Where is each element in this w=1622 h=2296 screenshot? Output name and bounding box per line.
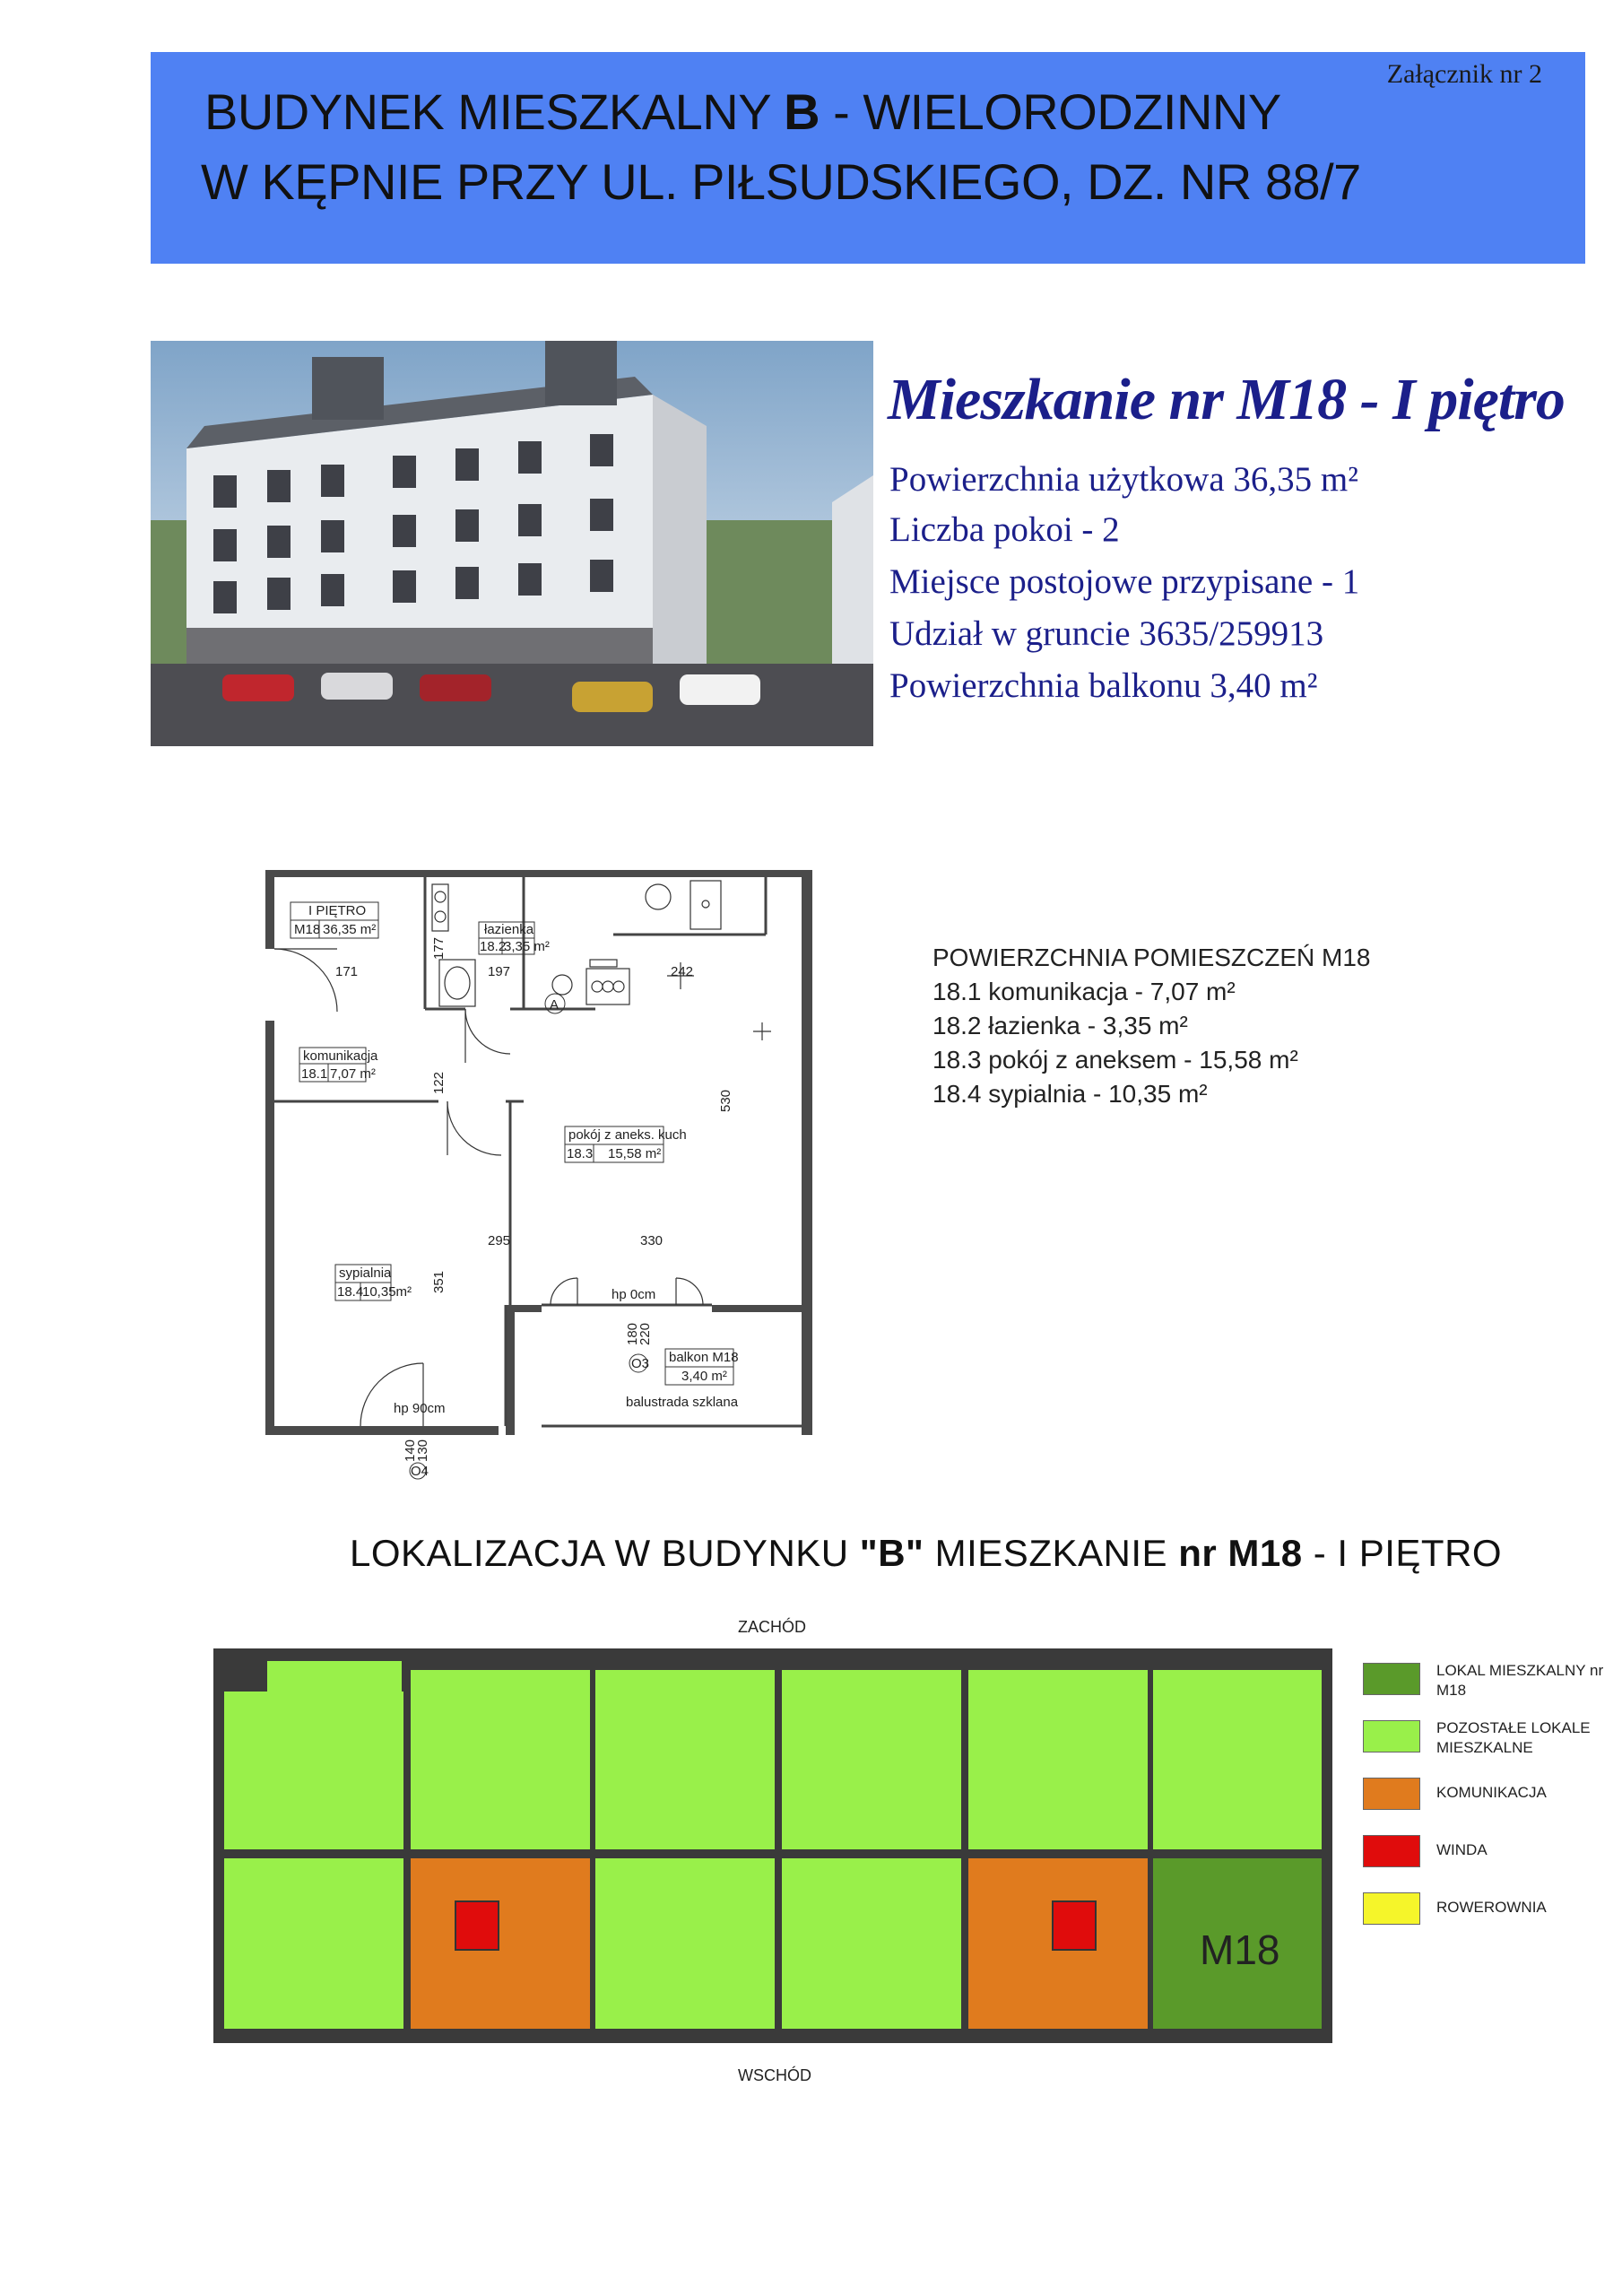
window-dim: 220: [638, 1322, 653, 1345]
living-room-name: pokój z aneks. kuch: [568, 1127, 687, 1143]
bath-name: łazienka: [484, 922, 534, 937]
wall: [265, 870, 812, 877]
location-title: [350, 1532, 1502, 1575]
building-title-line1: [204, 83, 1281, 141]
location-title-part: LOKALIZACJA W BUDYNKU: [350, 1532, 860, 1574]
usable-area: Powierzchnia użytkowa 36,35 m²: [889, 460, 1358, 499]
legend-swatch-communication: [1363, 1778, 1420, 1810]
dim-label: 295: [488, 1233, 511, 1248]
land-share: Udział w gruncie 3635/259913: [889, 614, 1324, 653]
threshold-label: hp 90cm: [394, 1401, 446, 1416]
corridor-name: komunikacja: [303, 1048, 378, 1064]
wall: [265, 870, 274, 949]
room-area-item: 18.2 łazienka - 3,35 m²: [932, 1012, 1188, 1039]
rooms-count: Liczba pokoi - 2: [889, 510, 1120, 549]
legend-label: POZOSTAŁE LOKALE MIESZKALNE: [1436, 1719, 1591, 1756]
window-marker: O3: [631, 1356, 650, 1371]
elevator-block: [1053, 1901, 1096, 1950]
room-area-item: 18.4 sypialnia - 10,35 m²: [932, 1080, 1208, 1108]
location-title-part: - I PIĘTRO: [1302, 1532, 1503, 1574]
wall: [802, 870, 812, 1435]
legend-label: ROWEROWNIA: [1436, 1899, 1547, 1916]
annex-label: Załącznik nr 2: [1386, 59, 1542, 89]
legend-swatch-m18: [1363, 1663, 1420, 1695]
wall: [364, 1426, 499, 1435]
building-location-plan: [204, 1614, 1370, 2117]
threshold-label: hp 0cm: [612, 1287, 656, 1302]
bedroom-no: 18.4: [337, 1284, 364, 1300]
building-letter: B: [784, 83, 820, 140]
room-area-item: 18.1 komunikacja - 7,07 m²: [932, 978, 1236, 1005]
corridor-area: 7,07 m²: [330, 1066, 376, 1082]
bedroom-area: 10,35m²: [362, 1284, 412, 1300]
dim-label: 530: [718, 1089, 733, 1112]
window-dim: 180: [625, 1322, 640, 1345]
building-title-part: - WIELORODZINNY: [820, 83, 1281, 140]
bath-no: 18.2: [480, 939, 507, 954]
dim-label: 242: [671, 964, 694, 979]
balcony-area-plan: 3,40 m²: [681, 1369, 727, 1384]
elevator-block: [455, 1901, 499, 1950]
living-room-area: 15,58 m²: [608, 1146, 662, 1161]
dim-label: 122: [431, 1071, 447, 1094]
dim-label: 177: [431, 936, 447, 960]
dim-label: 171: [335, 964, 359, 979]
location-building: "B": [859, 1532, 924, 1574]
legend-label: LOKAL MIESZKALNY nr M18: [1436, 1662, 1604, 1699]
east-label: WSCHÓD: [738, 2066, 811, 2084]
railing-label: balustrada szklana: [626, 1395, 739, 1410]
unit-area: 36,35 m²: [323, 922, 377, 937]
legend-label: KOMUNIKACJA: [1436, 1784, 1547, 1801]
marker-a: A: [550, 997, 559, 1013]
location-title-part: MIESZKANIE: [924, 1532, 1179, 1574]
floor-label: I PIĘTRO: [308, 903, 367, 918]
west-label: ZACHÓD: [738, 1618, 806, 1636]
balcony-area: Powierzchnia balkonu 3,40 m²: [889, 666, 1318, 705]
window-marker: O4: [411, 1464, 429, 1479]
building-title-line2: W KĘPNIE PRZY UL. PIŁSUDSKIEGO, DZ. NR 88/7: [201, 153, 1361, 210]
room-areas-title: POWIERZCHNIA POMIESZCZEŃ M18: [932, 944, 1371, 971]
dim-label: 330: [640, 1233, 664, 1248]
legend-swatch-bike-room: [1363, 1892, 1420, 1925]
room-area-item: 18.3 pokój z aneksem - 15,58 m²: [932, 1046, 1298, 1074]
living-room-no: 18.3: [567, 1146, 594, 1161]
location-plan-drawing: [204, 1614, 1370, 2117]
dim-label: 197: [488, 964, 511, 979]
m18-plan-label: M18: [1200, 1926, 1280, 1973]
floor-plan: [264, 870, 820, 1480]
header-banner: [151, 52, 1585, 264]
building-render: [151, 341, 873, 746]
legend-swatch-elevator: [1363, 1835, 1420, 1867]
corridor-no: 18.1: [301, 1066, 328, 1082]
floor-plan-drawing: [264, 870, 820, 1480]
bedroom-name: sypialnia: [339, 1265, 392, 1281]
building-title-part: BUDYNEK MIESZKALNY: [204, 83, 785, 140]
window-dim: 140: [403, 1439, 418, 1462]
location-unit: nr M18: [1178, 1532, 1303, 1574]
building-photo: [151, 341, 873, 746]
wall: [265, 1426, 364, 1435]
unit-label: M18: [294, 922, 321, 937]
wall: [265, 1021, 274, 1433]
legend-swatch-other: [1363, 1720, 1420, 1752]
parking-info: Miejsce postojowe przypisane - 1: [889, 562, 1360, 601]
bath-area: 3,35 m²: [504, 939, 550, 954]
window-dim: 130: [415, 1439, 430, 1462]
balcony-name: balkon M18: [669, 1350, 739, 1365]
apartment-title: Mieszkanie nr M18 - I piętro: [888, 367, 1565, 432]
dim-label: 351: [431, 1270, 447, 1293]
legend-label: WINDA: [1436, 1841, 1488, 1858]
